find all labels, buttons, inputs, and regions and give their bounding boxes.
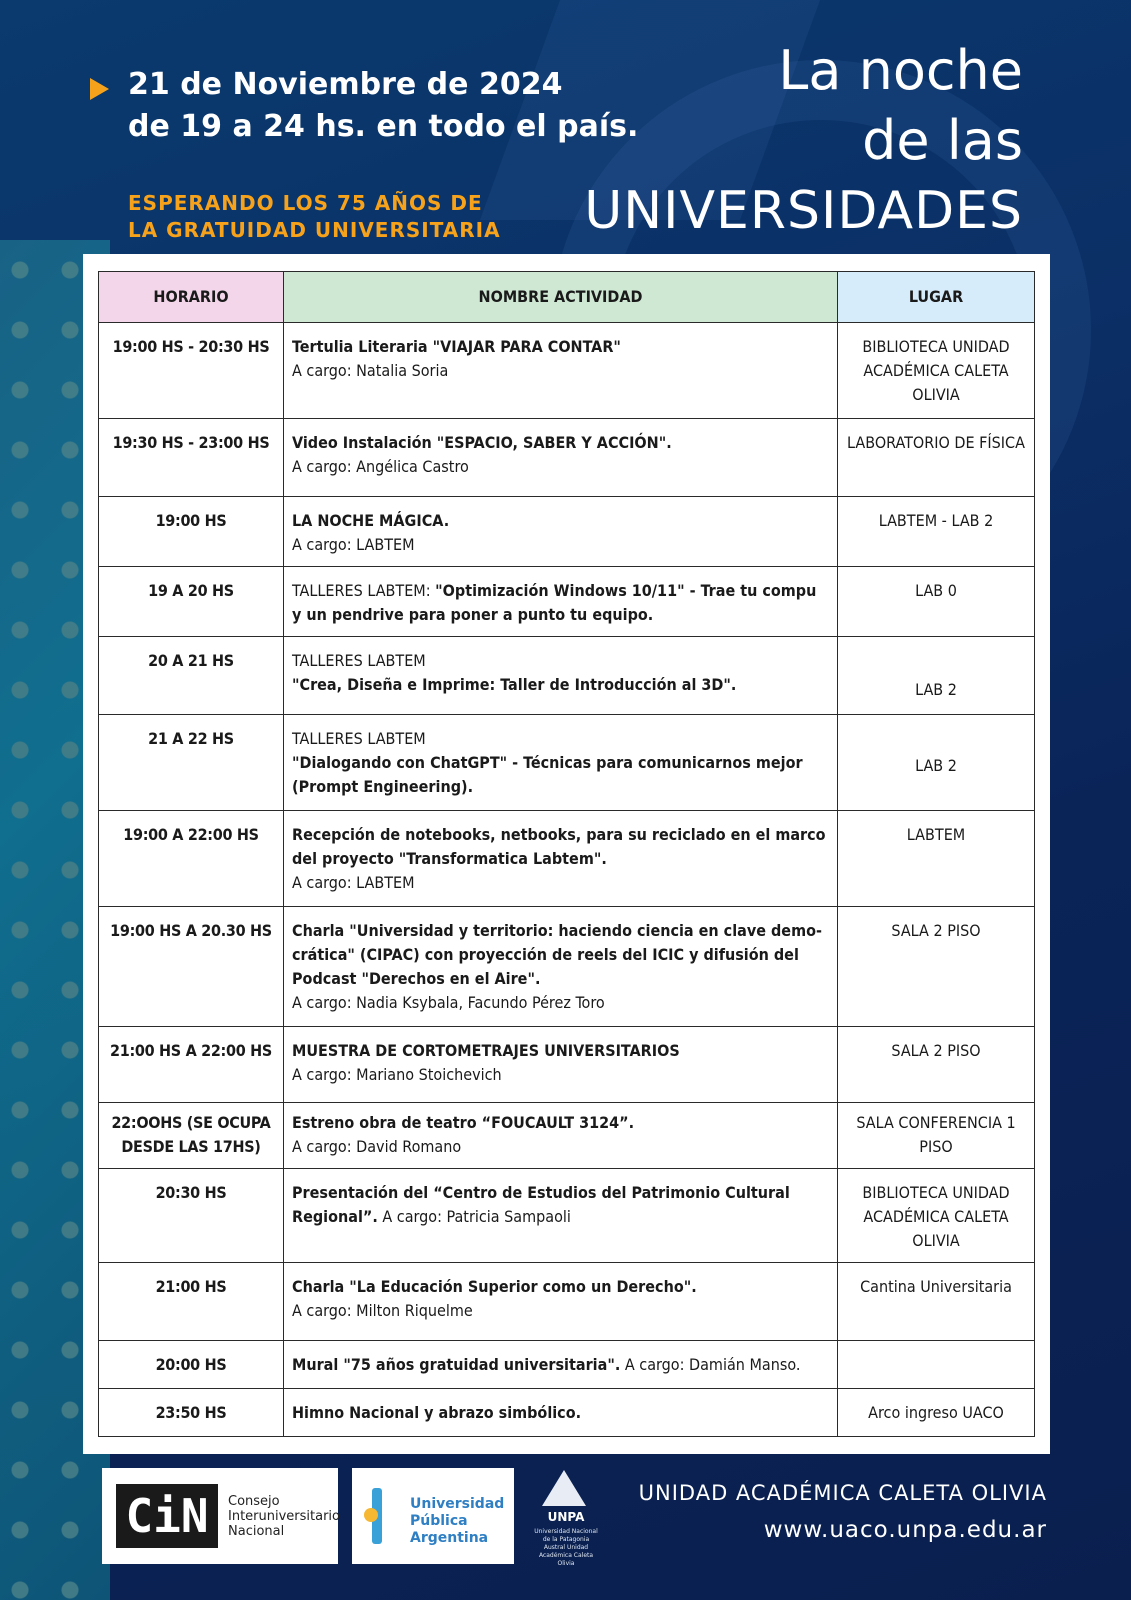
row-activity [284,1263,838,1341]
row-place: SALA 2 PISO [838,1027,1035,1103]
row-place [838,637,1035,715]
row-activity [284,1341,838,1389]
row-time: 19:00 HS A 20.30 HS [99,907,284,1027]
activity-title: Estreno obra de teatro “FOUCAULT 3124”. [292,1113,635,1132]
table-row [99,1169,1035,1263]
activity-title: Charla "La Educación Superior como un Derecho". [292,1277,697,1296]
table-row [99,907,1035,1027]
event-title [584,36,1023,246]
activity-responsible: A cargo: Natalia Soria [292,361,449,380]
row-time: 21:00 HS [99,1263,284,1341]
row-activity [284,1103,838,1169]
cin-logo [102,1468,338,1564]
activity-title: "Dialogando con ChatGPT" - Técnicas para comunicarnos mejor (Prompt Engineering). [292,753,803,796]
row-activity [284,1169,838,1263]
row-time: 23:50 HS [99,1389,284,1437]
title-line-1: La noche [778,39,1023,102]
cin-text [228,1494,340,1539]
date-line-2: de 19 a 24 hs. en todo el país. [128,109,639,144]
unpa-mark: UNPA [547,1510,585,1524]
activity-prefix: TALLERES LABTEM [292,651,426,670]
header-horario: HORARIO [99,272,284,323]
activity-title: Video Instalación "ESPACIO, SABER Y ACCIÓN". [292,433,672,452]
table-row [99,1027,1035,1103]
table-row [99,567,1035,637]
activity-title: LA NOCHE MÁGICA. [292,511,450,530]
place-text: LAB 2 [915,680,957,699]
activity-responsible: A cargo: Patricia Sampaoli [377,1207,571,1226]
activity-title: Himno Nacional y abrazo simbólico. [292,1403,582,1422]
upa-line: Argentina [410,1530,489,1546]
activity-responsible: A cargo: Nadia Ksybala, Facundo Pérez Toro [292,993,605,1012]
table-row [99,1341,1035,1389]
unit-info [639,1476,1047,1550]
row-place: LAB 0 [838,567,1035,637]
row-activity [284,907,838,1027]
row-time: 21 A 22 HS [99,715,284,811]
row-place [838,1341,1035,1389]
subtitle-line-1: ESPERANDO LOS 75 AÑOS DE [128,191,483,215]
upa-text [410,1496,504,1547]
activity-responsible: A cargo: Milton Riquelme [292,1301,473,1320]
table-row [99,811,1035,907]
row-place: SALA CONFERENCIA 1 PISO [838,1103,1035,1169]
row-place: BIBLIOTECA UNIDAD ACADÉMICA CALETA OLIVIA [838,1169,1035,1263]
cin-line: Consejo [228,1494,280,1509]
row-place [838,715,1035,811]
row-place: LABTEM - LAB 2 [838,497,1035,567]
activity-title: Recepción de notebooks, netbooks, para su reciclado en el marco del proyecto "Transformatica Labtem". [292,825,826,868]
table-row [99,715,1035,811]
activity-responsible: A cargo: Angélica Castro [292,457,469,476]
row-place: Arco ingreso UACO [838,1389,1035,1437]
row-time: 19:00 HS [99,497,284,567]
table-row [99,323,1035,419]
row-place: LABTEM [838,811,1035,907]
row-activity [284,323,838,419]
activity-responsible: A cargo: LABTEM [292,535,415,554]
row-activity [284,811,838,907]
schedule-sheet [83,254,1050,1454]
row-time: 20 A 21 HS [99,637,284,715]
activity-prefix: TALLERES LABTEM: [292,581,436,600]
row-activity [284,567,838,637]
unpa-small-text: Universidad Nacional de la Patagonia Austral Unidad Académica Caleta Olivia [534,1528,598,1567]
event-date [90,64,638,148]
activity-responsible: A cargo: Damián Manso. [620,1355,801,1374]
header-lugar: LUGAR [838,272,1035,323]
row-activity [284,637,838,715]
row-place: Cantina Universitaria [838,1263,1035,1341]
unpa-logo [534,1470,598,1567]
activity-title: Charla "Universidad y territorio: haciendo ciencia en clave demo-crática" (CIPAC) con proyección de reels del ICIC y difusión del Podcast "Derechos en el Aire". [292,921,822,988]
activity-responsible: A cargo: Mariano Stoichevich [292,1065,502,1084]
place-text: LAB 2 [915,755,957,775]
row-place: LABORATORIO DE FÍSICA [838,419,1035,497]
row-activity [284,419,838,497]
subtitle-line-2: LA GRATUIDAD UNIVERSITARIA [128,218,501,242]
row-activity [284,1389,838,1437]
cin-mark: CiN [116,1484,218,1548]
row-time: 19:30 HS - 23:00 HS [99,419,284,497]
row-time: 20:30 HS [99,1169,284,1263]
table-row [99,1103,1035,1169]
universidad-publica-logo [352,1468,514,1564]
row-activity [284,1027,838,1103]
activity-prefix: TALLERES LABTEM [292,729,426,748]
activity-responsible: A cargo: David Romano [292,1137,462,1156]
activity-title: Presentación del “Centro de Estudios del Patrimonio Cultural Regional”. [292,1183,790,1226]
table-header-row [99,272,1035,323]
activity-responsible: A cargo: LABTEM [292,873,415,892]
upa-line: Universidad [410,1496,505,1512]
cin-line: Nacional [228,1524,285,1539]
row-time: 20:00 HS [99,1341,284,1389]
unit-name: UNIDAD ACADÉMICA CALETA OLIVIA [638,1481,1047,1505]
table-row [99,1263,1035,1341]
row-place: BIBLIOTECA UNIDAD ACADÉMICA CALETA OLIVIA [838,323,1035,419]
row-time: 21:00 HS A 22:00 HS [99,1027,284,1103]
unit-url[interactable]: www.uaco.unpa.edu.ar [763,1517,1047,1543]
table-row [99,1389,1035,1437]
table-row [99,497,1035,567]
upa-line: Pública [410,1513,468,1529]
activity-title: Tertulia Literaria "VIAJAR PARA CONTAR" [292,337,621,356]
schedule-table [98,271,1035,1437]
row-time: 19:00 HS - 20:30 HS [99,323,284,419]
row-activity [284,715,838,811]
sun-icon [364,1508,378,1522]
activity-title: "Crea, Diseña e Imprime: Taller de Introducción al 3D". [292,675,737,694]
row-place: SALA 2 PISO [838,907,1035,1027]
date-line-1: 21 de Noviembre de 2024 [128,67,563,102]
play-arrow-icon [90,78,109,100]
activity-title: Mural "75 años gratuidad universitaria". [292,1355,621,1374]
row-time: 19 A 20 HS [99,567,284,637]
table-row [99,637,1035,715]
row-time: 19:00 A 22:00 HS [99,811,284,907]
mountain-icon [542,1470,586,1506]
title-line-2: de las [862,109,1023,172]
activity-title: "Optimización Windows 10/11" - Trae tu compu y un pendrive para poner a punto tu equipo. [292,581,817,624]
header-actividad: NOMBRE ACTIVIDAD [284,272,838,323]
table-row [99,419,1035,497]
activity-title: MUESTRA DE CORTOMETRAJES UNIVERSITARIOS [292,1041,680,1060]
title-line-3: UNIVERSIDADES [584,181,1023,241]
cin-line: Interuniversitario [228,1509,340,1524]
row-time: 22:OOHS (SE OCUPA DESDE LAS 17HS) [99,1103,284,1169]
event-subtitle [128,190,501,244]
row-activity [284,497,838,567]
